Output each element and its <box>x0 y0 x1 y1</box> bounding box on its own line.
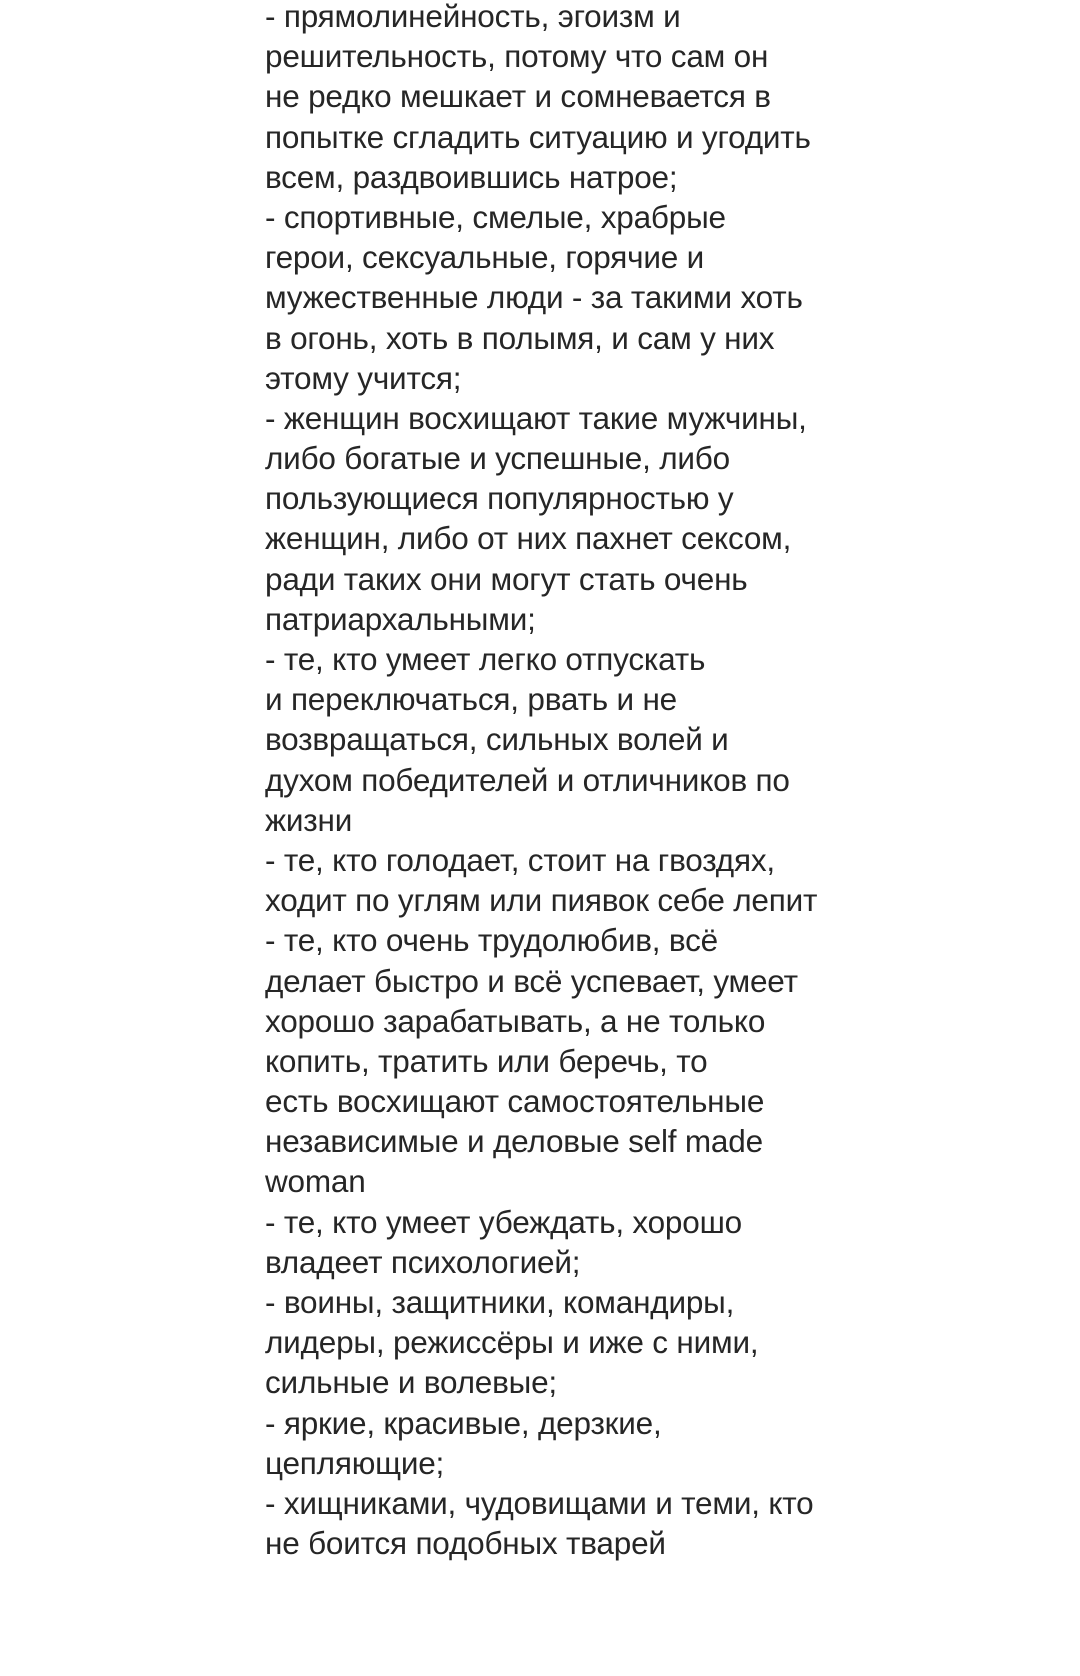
text-line: - те, кто очень трудолюбив, всё <box>265 922 718 959</box>
text-line: жизни <box>265 801 353 838</box>
text-line: - те, кто умеет убеждать, хорошо <box>265 1203 742 1240</box>
text-line: ходит по углям или пиявок себе лепит <box>265 882 818 919</box>
text-line: попытке сгладить ситуацию и угодить <box>265 118 811 155</box>
text-line: и переключаться, рвать и не <box>265 681 677 718</box>
text-line: не редко мешкает и сомневается в <box>265 78 771 115</box>
text-line: - хищниками, чудовищами и теми, кто <box>265 1484 814 1521</box>
text-line: цепляющие; <box>265 1444 445 1481</box>
text-line: возвращаться, сильных волей и <box>265 721 729 758</box>
text-line: герои, сексуальные, горячие и <box>265 239 704 276</box>
text-line: всем, раздвоившись натрое; <box>265 158 678 195</box>
text-line: пользующиеся популярностью у <box>265 480 734 517</box>
text-line: этому учится; <box>265 359 462 396</box>
text-line: - те, кто умеет легко отпускать <box>265 641 706 677</box>
text-line: - женщин восхищают такие мужчины, <box>265 399 807 436</box>
text-line: woman <box>265 1163 366 1200</box>
text-line: женщин, либо от них пахнет сексом, <box>265 520 792 557</box>
text-line: - те, кто голодает, стоит на гвоздях, <box>265 841 775 878</box>
text-line: лидеры, режиссёры и иже с ними, <box>265 1324 759 1361</box>
text-line: владеет психологией; <box>265 1243 581 1280</box>
text-line: есть восхищают самостоятельные <box>265 1083 765 1120</box>
text-line: не боится подобных тварей <box>265 1525 666 1562</box>
text-line: - яркие, красивые, дерзкие, <box>265 1404 662 1441</box>
text-line: - прямолинейность, эгоизм и <box>265 0 681 34</box>
text-line: духом победителей и отличников по <box>265 761 790 798</box>
text-line: ради таких они могут стать очень <box>265 560 748 597</box>
text-line: решительность, потому что сам он <box>265 38 769 75</box>
text-line: независимые и деловые self made <box>265 1123 763 1160</box>
text-line: патриархальными; <box>265 600 536 637</box>
text-block <box>265 0 905 1563</box>
text-line: - спортивные, смелые, храбрые <box>265 198 726 235</box>
text-line: сильные и волевые; <box>265 1364 557 1401</box>
text-line: в огонь, хоть в полымя, и сам у них <box>265 319 775 356</box>
text-line: - воины, защитники, командиры, <box>265 1284 735 1320</box>
text-line: мужественные люди - за такими хоть <box>265 279 803 316</box>
text-line: хорошо зарабатывать, а не только <box>265 1002 766 1039</box>
text-line: либо богатые и успешные, либо <box>265 440 730 477</box>
text-line: делает быстро и всё успевает, умеет <box>265 962 798 999</box>
text-line: копить, тратить или беречь, то <box>265 1042 708 1079</box>
